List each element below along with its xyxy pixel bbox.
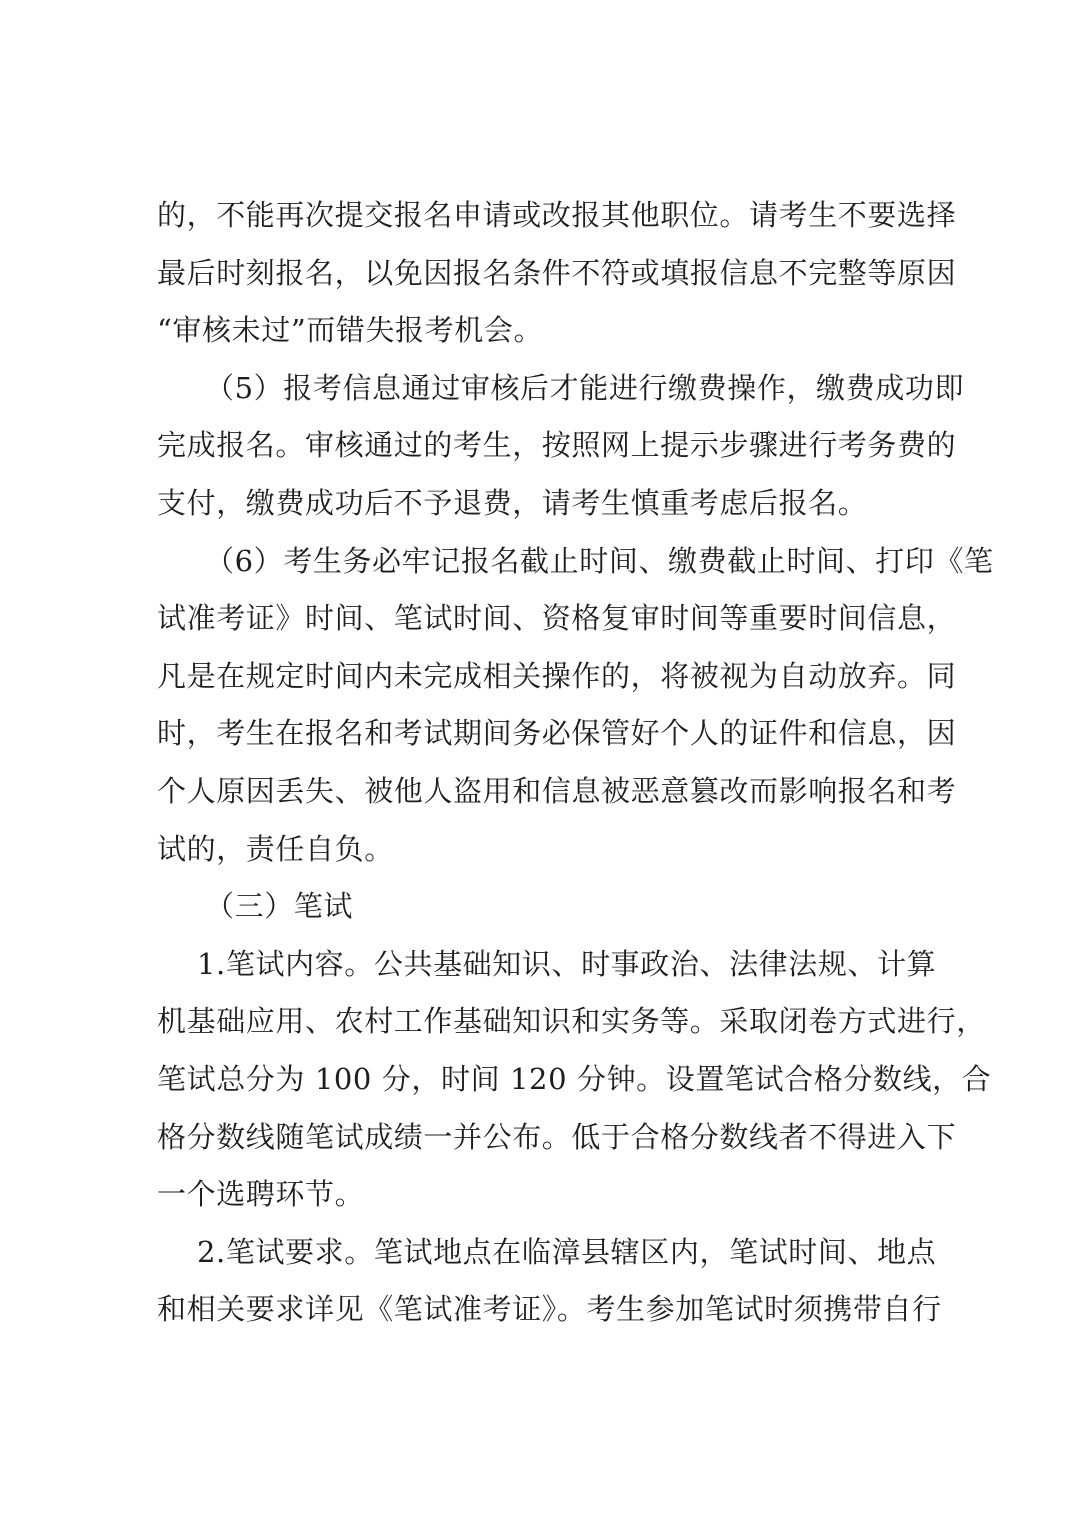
text-line-19: 2.笔试要求。笔试地点在临漳县辖区内，笔试时间、地点 — [197, 1234, 937, 1269]
text-line-2: 最后时刻报名，以免因报名条件不符或填报信息不完整等原因 — [157, 255, 957, 290]
text-line-18: 一个选聘环节。 — [157, 1177, 365, 1212]
text-line-14: 1.笔试内容。公共基础知识、时事政治、法律法规、计算 — [197, 946, 937, 981]
text-line-5: 完成报名。审核通过的考生，按照网上提示步骤进行考务费的 — [157, 428, 957, 463]
text-line-16: 笔试总分为 100 分，时间 120 分钟。设置笔试合格分数线，合 — [157, 1061, 992, 1096]
text-line-10: 时，考生在报名和考试期间务必保管好个人的证件和信息，因 — [157, 716, 957, 751]
text-line-1: 的，不能再次提交报名申请或改报其他职位。请考生不要选择 — [157, 198, 957, 232]
text-line-12: 试的，责任自负。 — [157, 831, 394, 866]
text-line-20: 和相关要求详见《笔试准考证》。考生参加笔试时须携带自行 — [157, 1292, 942, 1327]
section-heading: （三）笔试 — [205, 889, 354, 924]
text-line-4: （5）报考信息通过审核后才能进行缴费操作，缴费成功即 — [205, 370, 965, 405]
text-line-6: 支付，缴费成功后不予退费，请考生慎重考虑后报名。 — [157, 485, 868, 520]
text-line-9: 凡是在规定时间内未完成相关操作的，将被视为自动放弃。同 — [157, 658, 957, 693]
body-text — [157, 187, 994, 1339]
text-line-15: 机基础应用、农村工作基础知识和实务等。采取闭卷方式进行， — [157, 1004, 986, 1039]
text-line-3: “审核未过”而错失报考机会。 — [157, 313, 544, 348]
text-line-17: 格分数线随笔试成绩一并公布。低于合格分数线者不得进入下 — [157, 1119, 957, 1154]
text-line-8: 试准考证》时间、笔试时间、资格复审时间等重要时间信息， — [157, 601, 957, 636]
text-line-7: （6）考生务必牢记报名截止时间、缴费截止时间、打印《笔 — [205, 543, 994, 578]
text-line-11: 个人原因丢失、被他人盗用和信息被恶意篡改而影响报名和考 — [157, 773, 957, 808]
